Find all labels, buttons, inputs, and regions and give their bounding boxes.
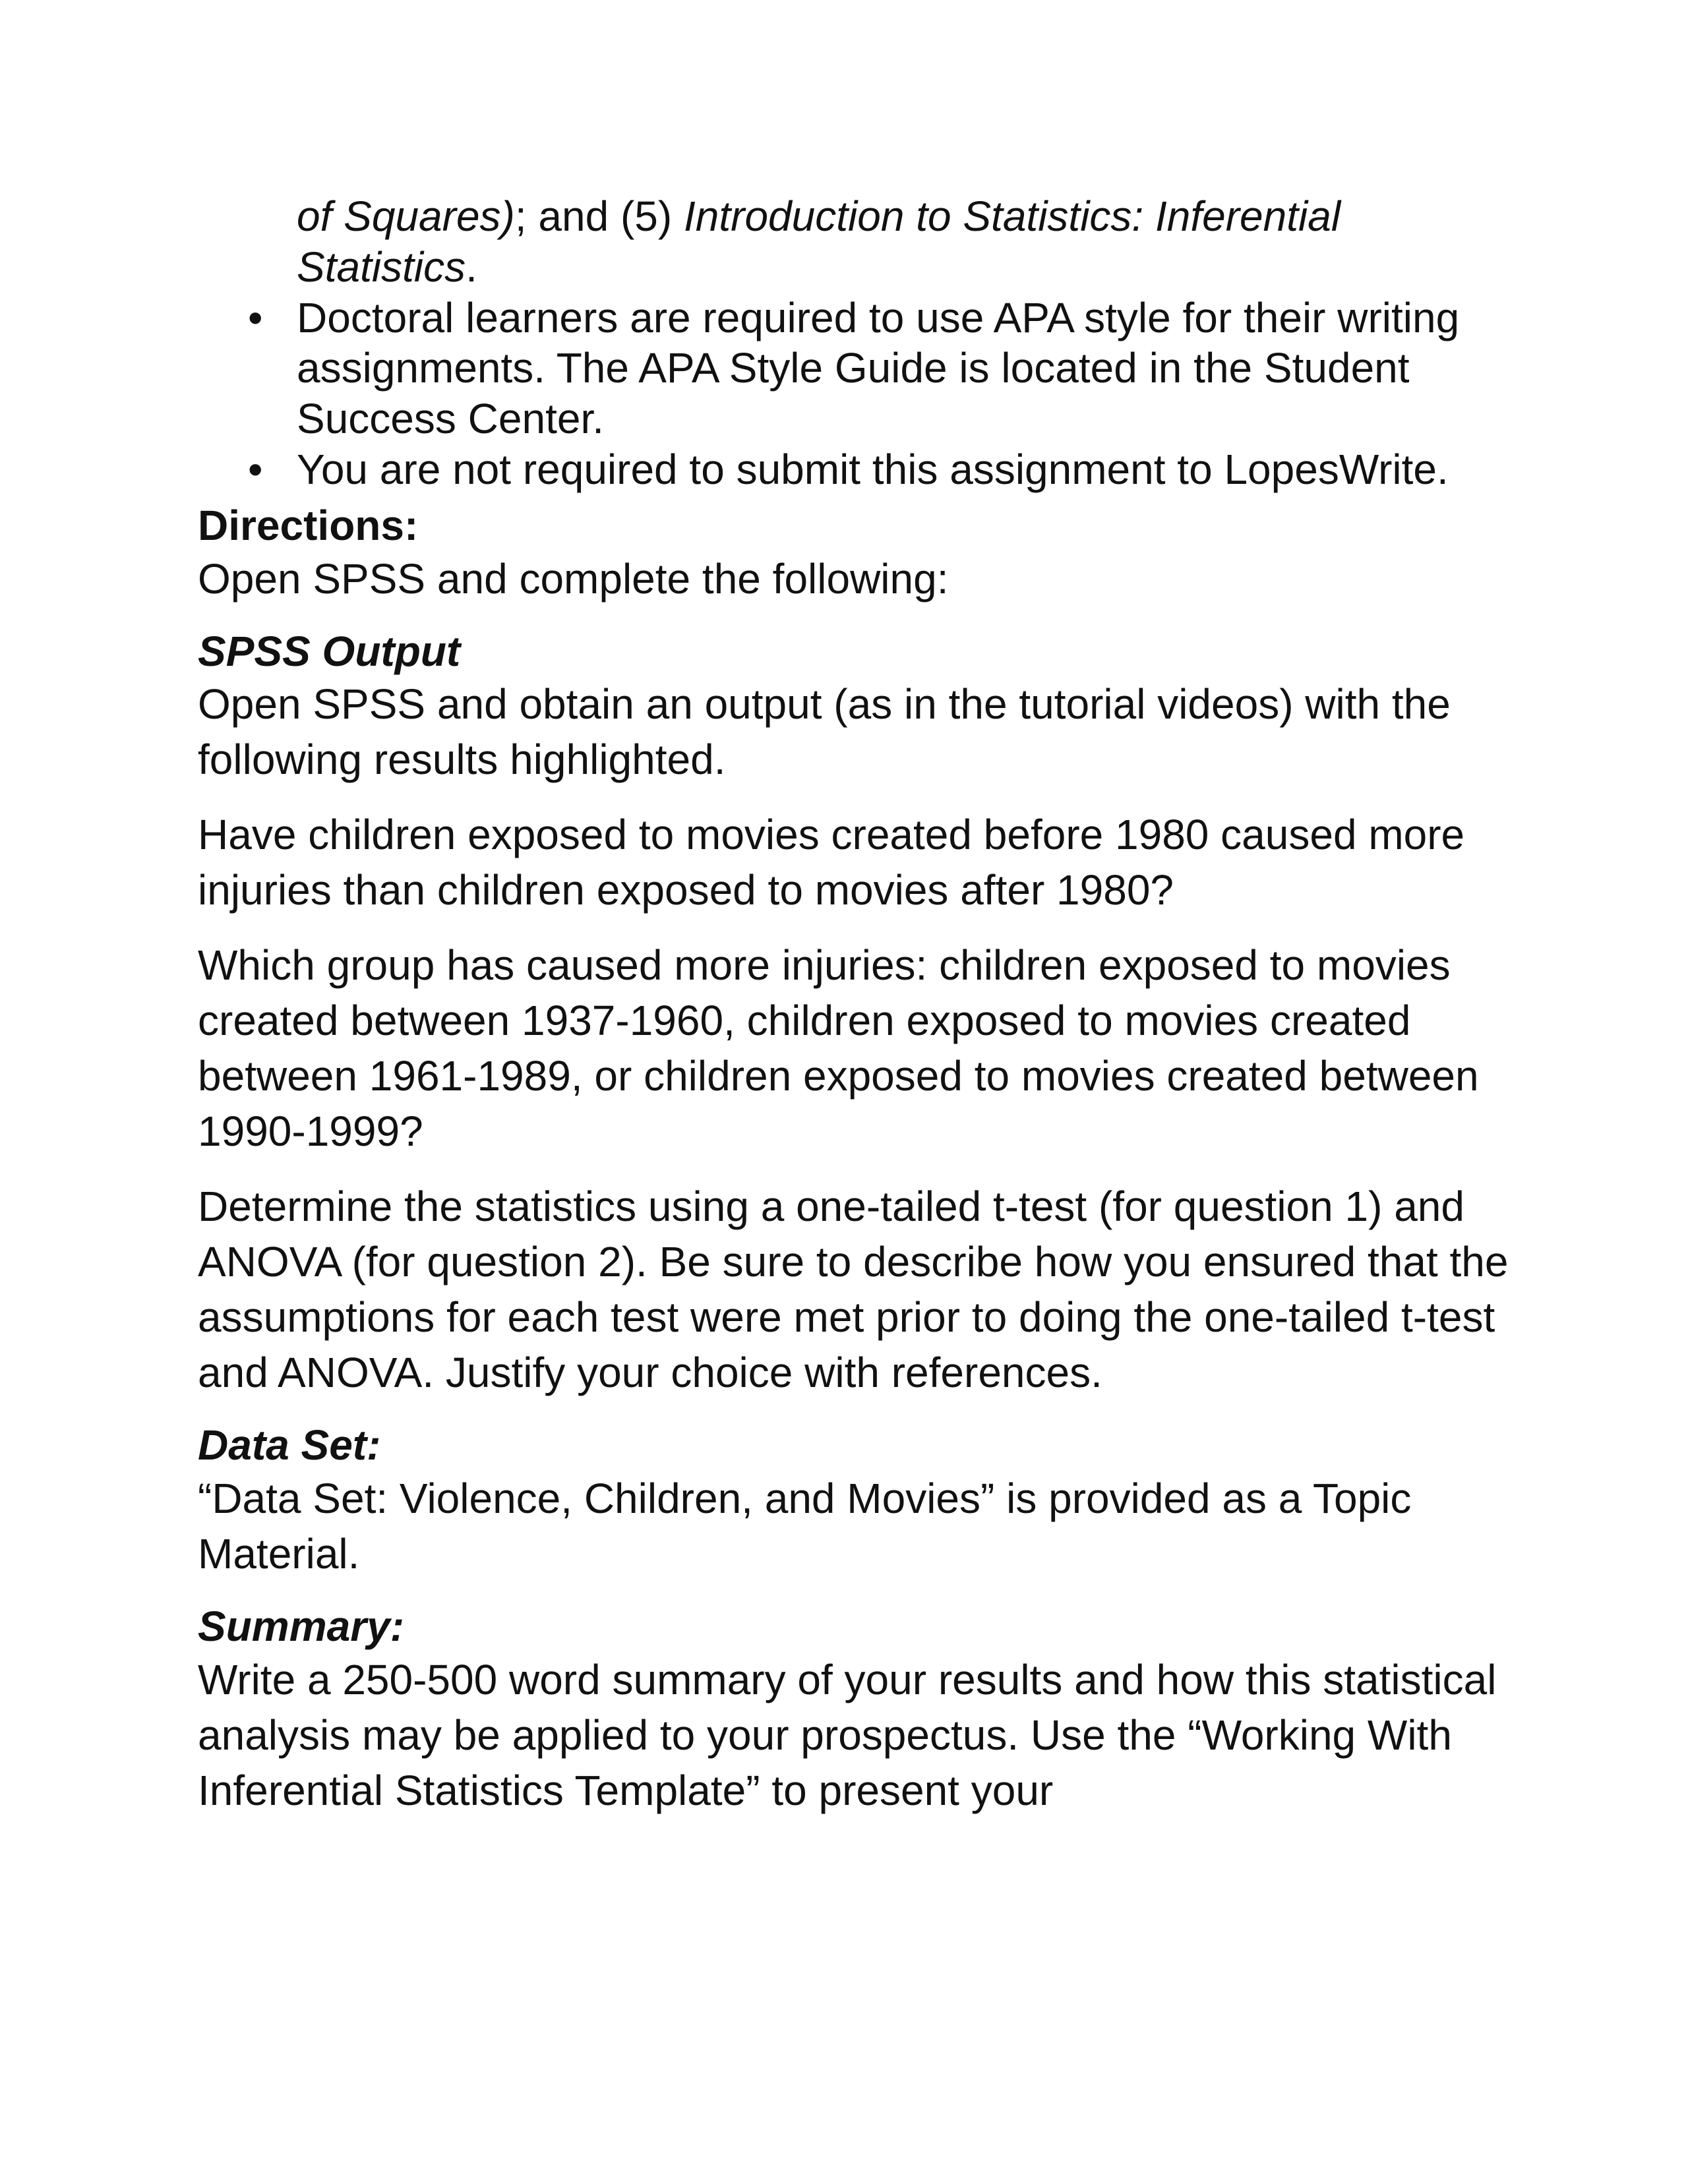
spss-output-paragraph: Open SPSS and obtain an output (as in the tutorial videos) with the following results highlighted. (198, 680, 1451, 784)
document-page (198, 191, 1510, 1818)
intro-continuation (297, 191, 1510, 293)
statistics-instructions-paragraph: Determine the statistics using a one-tailed t-test (for question 1) and ANOVA (for question 2). Be sure to describe how you ensured that the assumptions for each test were met prior to doing the one-tailed t-test and ANOVA. Justify your choice with references. (198, 1183, 1509, 1397)
list-item-text: Doctoral learners are required to use APA style for their writing assignments. The APA Style Guide is located in the Student Success Center. (297, 293, 1460, 443)
intro-text-4: . (466, 243, 477, 291)
question-1-paragraph: Have children exposed to movies created before 1980 caused more injuries than children exposed to movies after 1980? (198, 811, 1465, 914)
bullet-icon: • (248, 445, 263, 493)
spss-output-heading: SPSS Output (198, 627, 461, 675)
intro-italic-1: of Squares) (297, 192, 515, 240)
directions-text: Open SPSS and complete the following: (198, 554, 949, 603)
summary-text: Write a 250-500 word summary of your results and how this statistical analysis may be applied to your prospectus. Use the “Working With Inferential Statistics Template” to present your (198, 1655, 1497, 1814)
list-item (198, 293, 1510, 444)
question-2-paragraph: Which group has caused more injuries: children exposed to movies created between 1937-1960, children exposed to movies created between 1961-1989, or children exposed to movies created between 1990-1999? (198, 941, 1479, 1156)
data-set-text: “Data Set: Violence, Children, and Movies” is provided as a Topic Material. (198, 1475, 1412, 1578)
requirements-list (198, 293, 1510, 495)
bullet-icon: • (248, 293, 263, 341)
data-set-heading: Data Set: (198, 1421, 381, 1469)
intro-italic-3: Introduction to Statistics: Inferential Statistics (297, 192, 1341, 291)
directions-heading: Directions: (198, 501, 419, 549)
list-item (198, 444, 1510, 495)
intro-text-2: ; and (5) (514, 192, 684, 240)
summary-heading: Summary: (198, 1603, 404, 1651)
list-item-text: You are not required to submit this assignment to LopesWrite. (297, 445, 1449, 493)
